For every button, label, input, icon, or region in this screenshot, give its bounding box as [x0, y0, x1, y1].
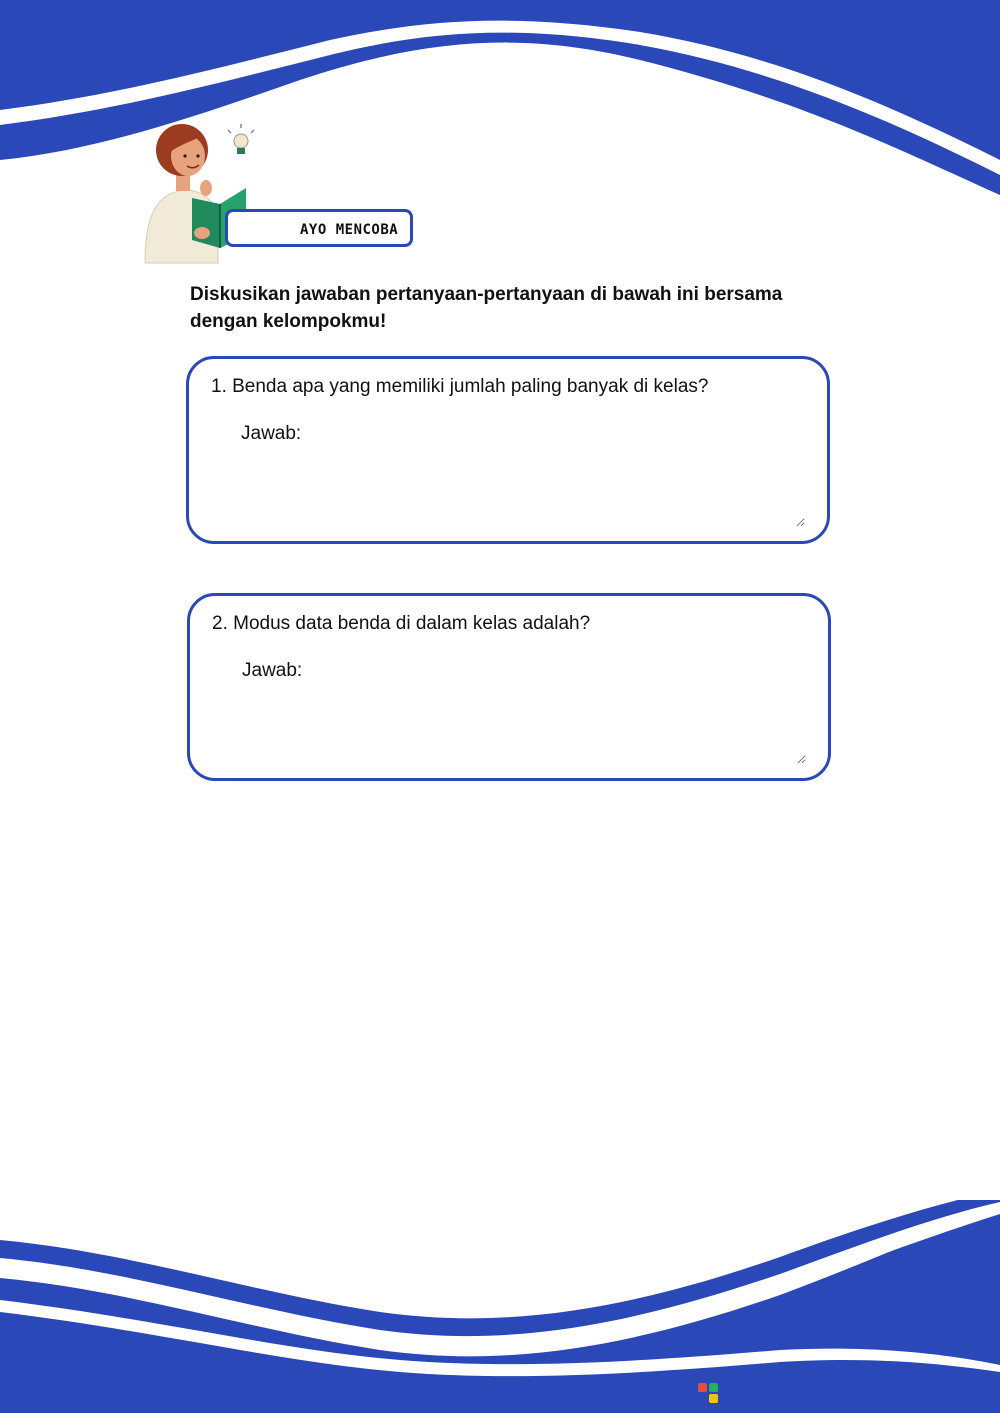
- liveworksheets-logo-icon: [698, 1383, 718, 1403]
- answer-field-2[interactable]: [242, 692, 806, 764]
- instruction-text: Diskusikan jawaban pertanyaan-pertanyaan di bawah ini bersama dengan kelompokmu!: [190, 284, 783, 332]
- question-text-2: 2. Modus data benda di dalam kelas adalah?: [212, 613, 591, 634]
- question-text-1: 1. Benda apa yang memiliki jumlah paling banyak di kelas?: [211, 376, 709, 397]
- section-label: AYO MENCOBA: [300, 222, 399, 238]
- liveworksheets-logo-text: LIVEWORKSHEETS: [722, 1377, 983, 1408]
- question-box-2: [187, 593, 831, 781]
- lightbulb-icon: [228, 124, 254, 154]
- liveworksheets-logo[interactable]: [698, 1378, 983, 1408]
- answer-label-2: Jawab:: [242, 660, 303, 681]
- answer-label-1: Jawab:: [241, 423, 302, 444]
- answer-field-1[interactable]: [241, 455, 805, 527]
- section-label-box: [225, 209, 413, 247]
- question-box-1: [186, 356, 830, 544]
